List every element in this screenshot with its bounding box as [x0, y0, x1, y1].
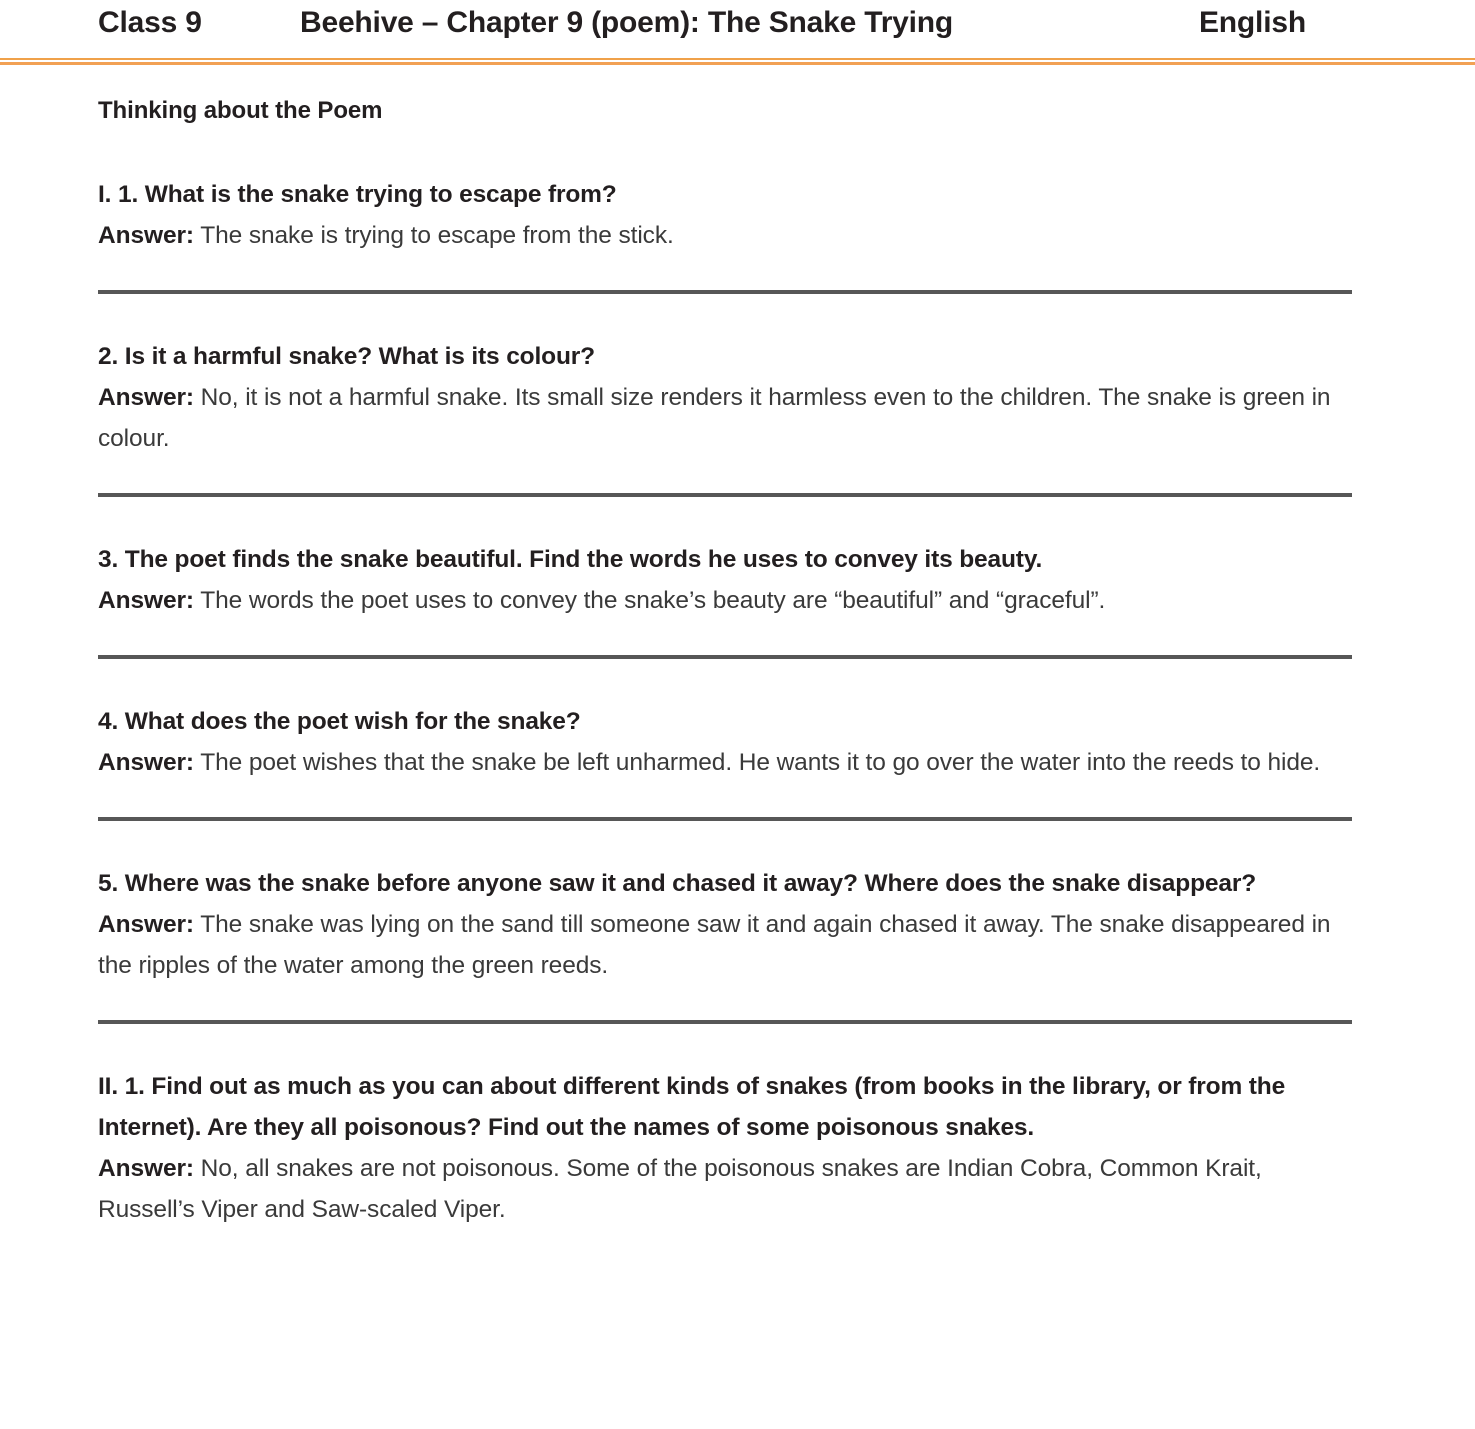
answer-body: No, it is not a harmful snake. Its small size renders it harmless even to the children. The snake is green in colour. [98, 384, 1331, 452]
answer-body: The poet wishes that the snake be left unharmed. He wants it to go over the water into the reeds to hide. [193, 749, 1321, 776]
answer-body: The snake was lying on the sand till someone saw it and again chased it away. The snake disappeared in the ripples of the water among the green reeds. [98, 911, 1331, 979]
divider-spacer-above [98, 783, 1353, 817]
header-class-label: Class 9 [98, 6, 202, 39]
document-content [98, 94, 1353, 1230]
answer-label: Answer: [98, 749, 194, 776]
divider-spacer-above [98, 621, 1353, 655]
qa-block [98, 336, 1353, 459]
answer-body: The snake is trying to escape from the stick. [193, 222, 674, 249]
header-divider-thick-line [0, 62, 1475, 65]
divider-spacer-below [98, 294, 1353, 336]
header-chapter-title: Beehive – Chapter 9 (poem): The Snake Trying [300, 6, 954, 39]
divider-spacer-below [98, 497, 1353, 539]
answer-text [98, 215, 1353, 256]
answer-text [98, 904, 1353, 986]
question-text: 3. The poet finds the snake beautiful. Find the words he uses to convey its beauty. [98, 546, 1043, 573]
qa-block [98, 701, 1353, 783]
answer-text [98, 1148, 1353, 1230]
question-text: I. 1. What is the snake trying to escape from? [98, 181, 617, 208]
section-heading: Thinking about the Poem [98, 97, 383, 124]
answer-text [98, 377, 1353, 459]
answer-body: No, all snakes are not poisonous. Some of the poisonous snakes are Indian Cobra, Common Krait, Russell’s Viper and Saw-scaled Viper. [98, 1155, 1262, 1223]
divider-spacer-above [98, 459, 1353, 493]
header-inner [0, 2, 1475, 58]
header-divider [0, 58, 1475, 68]
page-header [0, 0, 1475, 58]
divider-spacer-below [98, 1024, 1353, 1066]
question-text: 5. Where was the snake before anyone saw it and chased it away? Where does the snake disappear? [98, 870, 1257, 897]
answer-text [98, 742, 1353, 783]
answer-label: Answer: [98, 911, 194, 938]
divider-spacer-above [98, 256, 1353, 290]
answer-label: Answer: [98, 222, 194, 249]
answer-label: Answer: [98, 384, 194, 411]
question-text: II. 1. Find out as much as you can about different kinds of snakes (from books in the library, or from the Internet). Are they all poisonous? Find out the names of some poisonous snakes. [98, 1073, 1286, 1141]
divider-spacer-above [98, 986, 1353, 1020]
divider-spacer-below [98, 659, 1353, 701]
qa-block [98, 1066, 1353, 1230]
answer-text [98, 580, 1353, 621]
question-text: 2. Is it a harmful snake? What is its colour? [98, 343, 595, 370]
answer-body: The words the poet uses to convey the snake’s beauty are “beautiful” and “graceful”. [193, 587, 1106, 614]
answer-label: Answer: [98, 587, 194, 614]
qa-block [98, 863, 1353, 986]
qa-block [98, 128, 1353, 256]
question-text: 4. What does the poet wish for the snake? [98, 708, 581, 735]
answer-label: Answer: [98, 1155, 194, 1182]
block-spacer [98, 128, 1353, 174]
qa-block [98, 539, 1353, 621]
divider-spacer-below [98, 821, 1353, 863]
header-subject-label: English [1199, 6, 1306, 39]
